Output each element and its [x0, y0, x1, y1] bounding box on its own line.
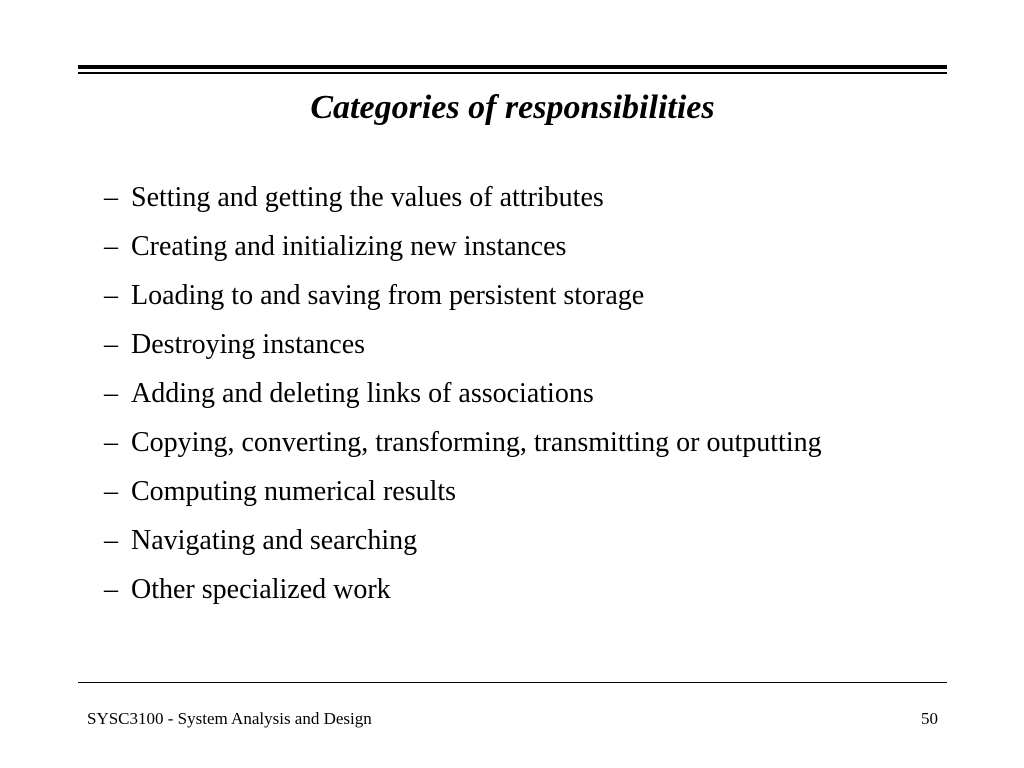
list-item-text: Setting and getting the values of attributes	[131, 182, 604, 213]
footer-rule	[78, 682, 947, 683]
list-item-text: Destroying instances	[131, 329, 366, 360]
list-item	[104, 423, 904, 462]
list-item-text: Other specialized work	[131, 574, 391, 605]
list-item	[104, 472, 904, 511]
title-rule-thick	[78, 65, 947, 69]
list-item-text: Computing numerical results	[131, 476, 457, 507]
footer-course-title: SYSC3100 - System Analysis and Design	[87, 709, 372, 728]
list-item-text: Adding and deleting links of associations	[131, 378, 594, 409]
dash-bullet: –	[104, 427, 118, 458]
list-item-text: Loading to and saving from persistent storage	[131, 280, 645, 311]
list-item	[104, 276, 904, 315]
list-item	[104, 521, 904, 560]
dash-bullet: –	[104, 574, 118, 605]
dash-bullet: –	[104, 231, 118, 262]
dash-bullet: –	[104, 182, 118, 213]
list-item	[104, 325, 904, 364]
title-rule-thin	[78, 72, 947, 74]
bullet-list	[104, 178, 904, 619]
dash-bullet: –	[104, 378, 118, 409]
dash-bullet: –	[104, 280, 118, 311]
dash-bullet: –	[104, 476, 118, 507]
list-item	[104, 374, 904, 413]
slide-title: Categories of responsibilities	[310, 89, 715, 126]
list-item	[104, 227, 904, 266]
dash-bullet: –	[104, 329, 118, 360]
list-item-text: Creating and initializing new instances	[131, 231, 567, 262]
list-item	[104, 178, 904, 217]
dash-bullet: –	[104, 525, 118, 556]
list-item-text: Copying, converting, transforming, transmitting or outputting	[131, 427, 822, 458]
list-item-text: Navigating and searching	[131, 525, 418, 556]
list-item	[104, 570, 904, 609]
footer-page-number: 50	[921, 709, 938, 728]
